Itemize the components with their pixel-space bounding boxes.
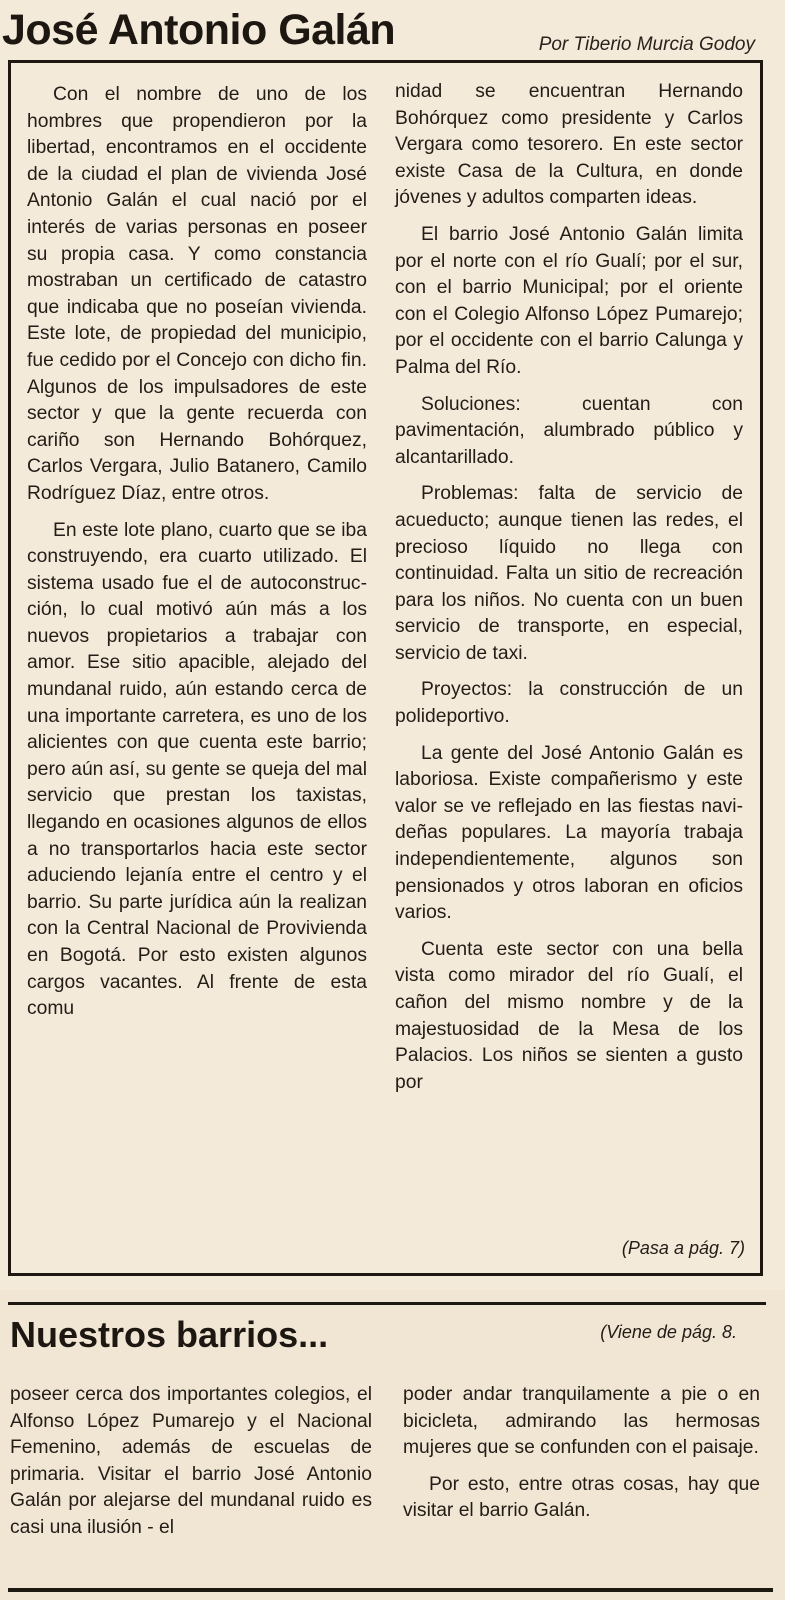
paragraph: Proyectos: la construcción de un polideportivo.: [395, 679, 743, 728]
paragraph: La gente del José Antonio Galán es laboriosa. Existe compañerismo y este valor se ve reflejado en las fiestas navideñas populares. La mayoría trabaja independientemente, algunos son pensionados y otros laboran en oficios varios.: [395, 742, 743, 924]
article-column-right: [395, 79, 743, 1106]
paragraph: El barrio José Antonio Galán limita por el norte con el río Gualí; por el sur, con el barrio Municipal; por el oriente con el Colegio Alfonso López Pumarejo; por el occidente con el barrio Calunga y Palma del Río.: [395, 223, 743, 378]
paragraph: Cuenta este sector con una bella vista como mirador del río Gualí, el cañon del mismo nombre y de la majestuosidad de la Mesa de los Palacios. Los niños se sienten a gusto por: [395, 938, 743, 1093]
paragraph: Soluciones: cuentan con pavimentación, alumbrado público y alcantarillado.: [395, 393, 743, 468]
continued-note: (Pasa a pág. 7): [621, 1238, 745, 1258]
divider-rule-bottom: [8, 1588, 773, 1592]
continuation-column-right: [403, 1382, 760, 1535]
article-byline: Por Tiberio Murcia Godoy: [538, 34, 755, 55]
paragraph: Por esto, entre otras cosas, hay que visitar el barrio Galán.: [403, 1473, 760, 1522]
continuation-column-left: [10, 1382, 372, 1552]
divider-rule: [8, 1302, 766, 1305]
article-headline: José Antonio Galán: [2, 6, 396, 54]
continuation-headline: Nuestros barrios...: [10, 1314, 329, 1355]
article-column-left: [27, 82, 367, 1033]
paragraph: poseer cerca dos importantes colegios, el Alfonso López Pumarejo y el Nacional Femenino, además de escuelas de primaria. Visitar el barrio José Antonio Galán por alejarse del mundanal ruido es casi una ilusión - el: [10, 1384, 372, 1538]
paragraph: Problemas: falta de servicio de acueducto; aunque tienen las redes, el precioso líquido no llega con continuidad. Falta un sitio de recreación para los niños. No cuenta con un buen servicio de transporte, en especial, servicio de taxi.: [395, 483, 743, 664]
paragraph: Con el nombre de uno de los hombres que propendieron por la libertad, encontramos en el occidente de la ciudad el plan de vivienda José Antonio Galán el cual nació por el interés de varias personas en poseer su propia casa. Y como constancia mostraban un certificado de catastro que indicaba que no poseían vivienda. Este lote, de propiedad del municipio, fue cedido por el Concejo con dicho fin. Algunos de los impulsadores de este sector y que la gente recuerda con cariño son Hernando Bohórquez, Carlos Vergara, Julio Batanero, Camilo Rodríguez Díaz, entre otros.: [27, 84, 367, 504]
paragraph-continued: nidad se encuentran Hernando Bohórquez como presidente y Carlos Vergara como tesorero. En este sector existe Casa de la Cultura, en donde jóvenes y adultos comparten ideas.: [395, 81, 743, 209]
paragraph: En este lote plano, cuarto que se iba construyendo, era cuarto utilizado. El sistema usado fue el de autoconstrucción, lo cual motivó aún más a los nuevos propietarios a trabajar con amor. Ese sitio apacible, alejado del mundanal ruido, aún estando cerca de una importante carretera, es uno de los alicientes con que cuenta este barrio; pero aún así, su gente se queja del mal servicio que prestan los taxistas, llegando en ocasiones algunos de ellos a no transportarlos hacia este sector aduciendo lejanía entre el centro y el barrio. Su parte jurídica aún la realizan con la Central Nacional de Provivienda en Bogotá. Por esto existen algunos cargos vacantes. Al frente de esta comu: [27, 519, 367, 1020]
paragraph: poder andar tranquilamente a pie o en bicicleta, admirando las hermosas mujeres que se confunden con el paisaje.: [403, 1384, 760, 1459]
continued-from-note: (Viene de pág. 8.: [600, 1322, 737, 1342]
